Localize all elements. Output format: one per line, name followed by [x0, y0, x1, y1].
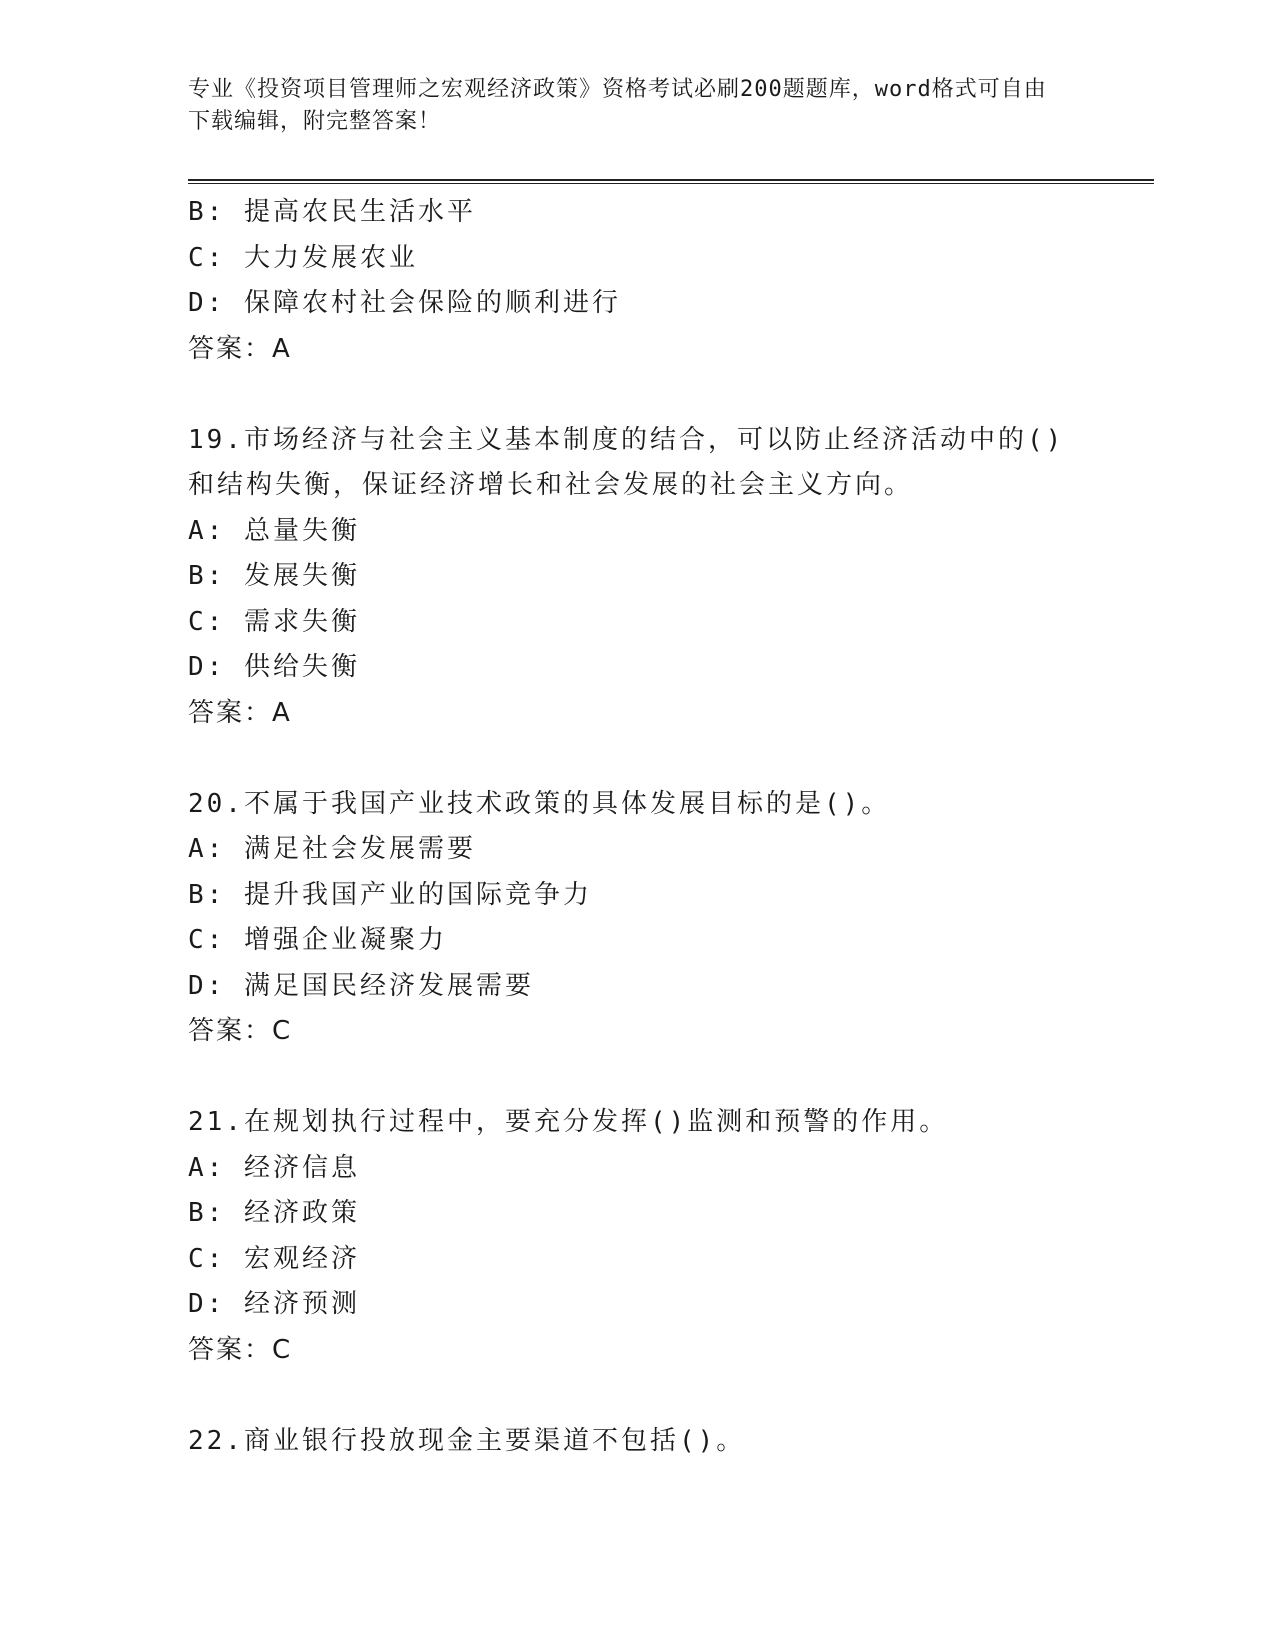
answer-line: 答案：A — [188, 697, 292, 728]
option-b: B: 提高农民生活水平 — [188, 197, 476, 227]
option-a: A: 经济信息 — [188, 1152, 360, 1183]
answer-line: 答案：C — [188, 1334, 293, 1365]
header-divider — [188, 179, 1154, 184]
question-stem: 22.商业银行投放现金主要渠道不包括()。 — [188, 1425, 746, 1456]
option-c: C: 增强企业凝聚力 — [188, 925, 447, 955]
question-list — [188, 190, 1088, 1464]
page-header: 专业《投资项目管理师之宏观经济政策》资格考试必刷200题题库，word格式可自由下载编辑，附完整答案！ — [188, 77, 1047, 134]
option-b: B: 发展失衡 — [188, 561, 360, 591]
option-c: C: 宏观经济 — [188, 1243, 360, 1274]
option-b: B: 经济政策 — [188, 1198, 360, 1228]
question-stem: 20.不属于我国产业技术政策的具体发展目标的是()。 — [188, 788, 891, 819]
option-d: D: 满足国民经济发展需要 — [188, 970, 534, 1001]
question-22 — [188, 1419, 1088, 1465]
option-c: C: 需求失衡 — [188, 606, 360, 637]
option-a: A: 总量失衡 — [188, 515, 360, 546]
option-a: A: 满足社会发展需要 — [188, 834, 476, 864]
question-18-partial — [188, 190, 1088, 372]
option-d: D: 经济预测 — [188, 1289, 360, 1319]
option-d: D: 供给失衡 — [188, 652, 360, 682]
question-stem: 21.在规划执行过程中，要充分发挥()监测和预警的作用。 — [188, 1107, 949, 1137]
question-20 — [188, 782, 1088, 1055]
question-stem: 19.市场经济与社会主义基本制度的结合，可以防止经济活动中的()和结构失衡，保证经济增长和社会发展的社会主义方向。 — [188, 424, 1065, 500]
answer-line: 答案：C — [188, 1016, 293, 1046]
option-b: B: 提升我国产业的国际竞争力 — [188, 879, 592, 910]
question-19 — [188, 418, 1088, 737]
option-c: C: 大力发展农业 — [188, 242, 418, 273]
question-21 — [188, 1100, 1088, 1373]
option-d: D: 保障农村社会保险的顺利进行 — [188, 288, 621, 318]
answer-line: 答案：A — [188, 333, 292, 364]
